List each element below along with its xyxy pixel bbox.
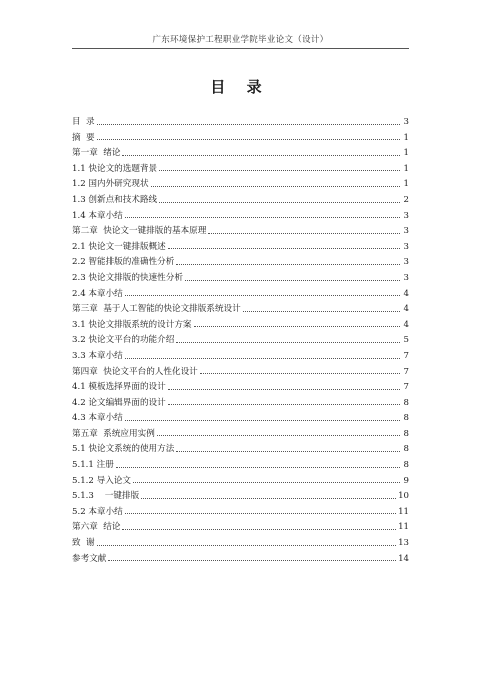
toc-entry-page: 1: [403, 132, 409, 143]
toc-entry-4-3[interactable]: [72, 407, 409, 423]
toc-entry-4-1[interactable]: [72, 376, 409, 392]
toc-entry-label: 第五章 系统应用实例: [72, 428, 155, 439]
toc-entry-label: 4.3 本章小结: [72, 413, 123, 424]
toc-entry-page: 2: [403, 194, 409, 205]
toc-entry-page: 1: [403, 163, 409, 174]
toc-entry-label: 5.1 快论文系统的使用方法: [72, 444, 175, 455]
toc-entry-label: 2.2 智能排版的准确性分析: [72, 257, 175, 268]
toc-entry-page: 3: [403, 257, 409, 268]
toc-entry-label: 第四章 快论文平台的人性化设计: [72, 366, 198, 377]
dot-leader: [200, 373, 400, 374]
toc-entry-label: 2.3 快论文排版的快速性分析: [72, 272, 183, 283]
toc-entry-label: 第二章 快论文一键排版的基本原理: [72, 226, 207, 237]
toc-entry-label: 目 录: [72, 117, 95, 127]
toc-entry-chapter-4[interactable]: [72, 361, 409, 377]
dot-leader: [97, 545, 396, 546]
toc-entry-page: 13: [398, 538, 409, 549]
toc-entry-3-2[interactable]: [72, 329, 409, 345]
toc-entry-5-1[interactable]: [72, 438, 409, 454]
toc-entry-label: 参考文献: [72, 553, 107, 564]
toc-entry-page: 5: [403, 335, 409, 346]
dot-leader: [168, 389, 400, 390]
running-header: 广东环境保护工程职业学院毕业论文（设计）: [152, 35, 329, 45]
toc-entry-page: 8: [403, 444, 409, 455]
toc-entry-page: 3: [403, 117, 409, 127]
dot-leader: [159, 202, 400, 203]
toc-entry-label: 第三章 基于人工智能的快论文排版系统设计: [72, 304, 241, 315]
dot-leader: [125, 513, 396, 514]
toc-entry-chapter-1[interactable]: [72, 142, 409, 158]
toc-entry-2-3[interactable]: [72, 267, 409, 283]
toc-entry-label: 4.1 模板选择界面的设计: [72, 382, 166, 393]
toc-entry-label: 5.1.3 一键排版: [72, 491, 140, 502]
toc-entry-references[interactable]: [72, 548, 409, 564]
toc-entry-label: 1.2 国内外研究现状: [72, 179, 149, 190]
toc-entry-page: 8: [403, 397, 409, 408]
toc-entry-page: 1: [403, 148, 409, 159]
toc-entry-label: 4.2 论文编辑界面的设计: [72, 397, 166, 408]
toc-entry-page: 14: [398, 553, 409, 564]
toc-entry-label: 5.1.1 注册: [72, 460, 114, 471]
dot-leader: [176, 342, 400, 343]
toc-entry-page: 1: [403, 179, 409, 190]
dot-leader: [159, 170, 400, 171]
toc-entry-abstract[interactable]: [72, 127, 409, 143]
dot-leader: [176, 451, 400, 452]
toc-entry-label: 3.2 快论文平台的功能介绍: [72, 335, 175, 346]
toc-entry-page: 4: [403, 319, 409, 330]
toc-entry-page: 7: [403, 350, 409, 361]
toc-entry-label: 2.4 本章小结: [72, 288, 123, 299]
dot-leader: [97, 124, 400, 125]
toc-entry-page: 7: [403, 382, 409, 393]
dot-leader: [122, 155, 400, 156]
dot-leader: [97, 139, 400, 140]
toc-entry-2-2[interactable]: [72, 251, 409, 267]
toc-entry-page: 11: [398, 522, 409, 533]
dot-leader: [157, 435, 400, 436]
toc-entry-page: 3: [403, 272, 409, 283]
toc-entry-label: 1.4 本章小结: [72, 210, 123, 221]
toc-entry-chapter-3[interactable]: [72, 298, 409, 314]
toc-entry-label: 1.1 快论文的选题背景: [72, 163, 158, 174]
toc-entry-2-4[interactable]: [72, 283, 409, 299]
toc-entry-3-3[interactable]: [72, 345, 409, 361]
toc-entry-chapter-5[interactable]: [72, 423, 409, 439]
toc-entry-5-1-3[interactable]: [72, 485, 409, 501]
toc-entry-label: 致 谢: [72, 538, 95, 549]
dot-leader: [243, 311, 400, 312]
dot-leader: [122, 529, 396, 530]
dot-leader: [151, 186, 400, 187]
dot-leader: [168, 248, 400, 249]
dot-leader: [116, 467, 400, 468]
toc-entry-1-4[interactable]: [72, 205, 409, 221]
toc-entry-chapter-6[interactable]: [72, 516, 409, 532]
toc-entry-1-1[interactable]: [72, 158, 409, 174]
toc-entry-page: 9: [403, 475, 409, 486]
toc-entry-label: 第六章 结论: [72, 522, 121, 533]
toc-entry-1-3[interactable]: [72, 189, 409, 205]
toc-entry-5-1-2[interactable]: [72, 470, 409, 486]
toc-entry-3-1[interactable]: [72, 314, 409, 330]
toc-entry-page: 11: [398, 506, 409, 517]
dot-leader: [125, 217, 400, 218]
page-title: 目 录: [210, 78, 270, 96]
dot-leader: [108, 560, 396, 561]
dot-leader: [125, 358, 400, 359]
dot-leader: [176, 264, 400, 265]
toc-entry-page: 7: [403, 366, 409, 377]
toc-entry-label: 3.3 本章小结: [72, 350, 123, 361]
toc-entry-page: 3: [403, 226, 409, 237]
toc-entry-contents[interactable]: [72, 111, 409, 127]
dot-leader: [208, 233, 400, 234]
table-of-contents: [72, 111, 409, 563]
toc-entry-5-1-1[interactable]: [72, 454, 409, 470]
dot-leader: [194, 326, 400, 327]
toc-entry-page: 10: [398, 491, 409, 502]
toc-entry-4-2[interactable]: [72, 392, 409, 408]
toc-entry-5-2[interactable]: [72, 501, 409, 517]
toc-entry-label: 2.1 快论文一键排版概述: [72, 241, 166, 252]
dot-leader: [141, 498, 396, 499]
dot-leader: [185, 280, 400, 281]
toc-entry-page: 3: [403, 210, 409, 221]
toc-entry-page: 3: [403, 241, 409, 252]
toc-entry-label: 5.1.2 导入论文: [72, 475, 131, 486]
toc-entry-label: 摘 要: [72, 132, 95, 143]
toc-entry-label: 5.2 本章小结: [72, 506, 123, 517]
toc-entry-acknowledgements[interactable]: [72, 532, 409, 548]
dot-leader: [168, 404, 400, 405]
toc-entry-page: 4: [403, 288, 409, 299]
toc-entry-1-2[interactable]: [72, 173, 409, 189]
toc-entry-page: 8: [403, 413, 409, 424]
header-rule: [72, 48, 409, 49]
toc-entry-chapter-2[interactable]: [72, 220, 409, 236]
toc-entry-page: 8: [403, 460, 409, 471]
toc-entry-page: 4: [403, 304, 409, 315]
dot-leader: [125, 420, 400, 421]
toc-entry-label: 3.1 快论文排版系统的设计方案: [72, 319, 192, 330]
dot-leader: [125, 295, 400, 296]
toc-entry-label: 1.3 创新点和技术路线: [72, 194, 158, 205]
toc-entry-page: 8: [403, 428, 409, 439]
toc-entry-label: 第一章 绪论: [72, 148, 121, 159]
dot-leader: [133, 482, 400, 483]
toc-entry-2-1[interactable]: [72, 236, 409, 252]
